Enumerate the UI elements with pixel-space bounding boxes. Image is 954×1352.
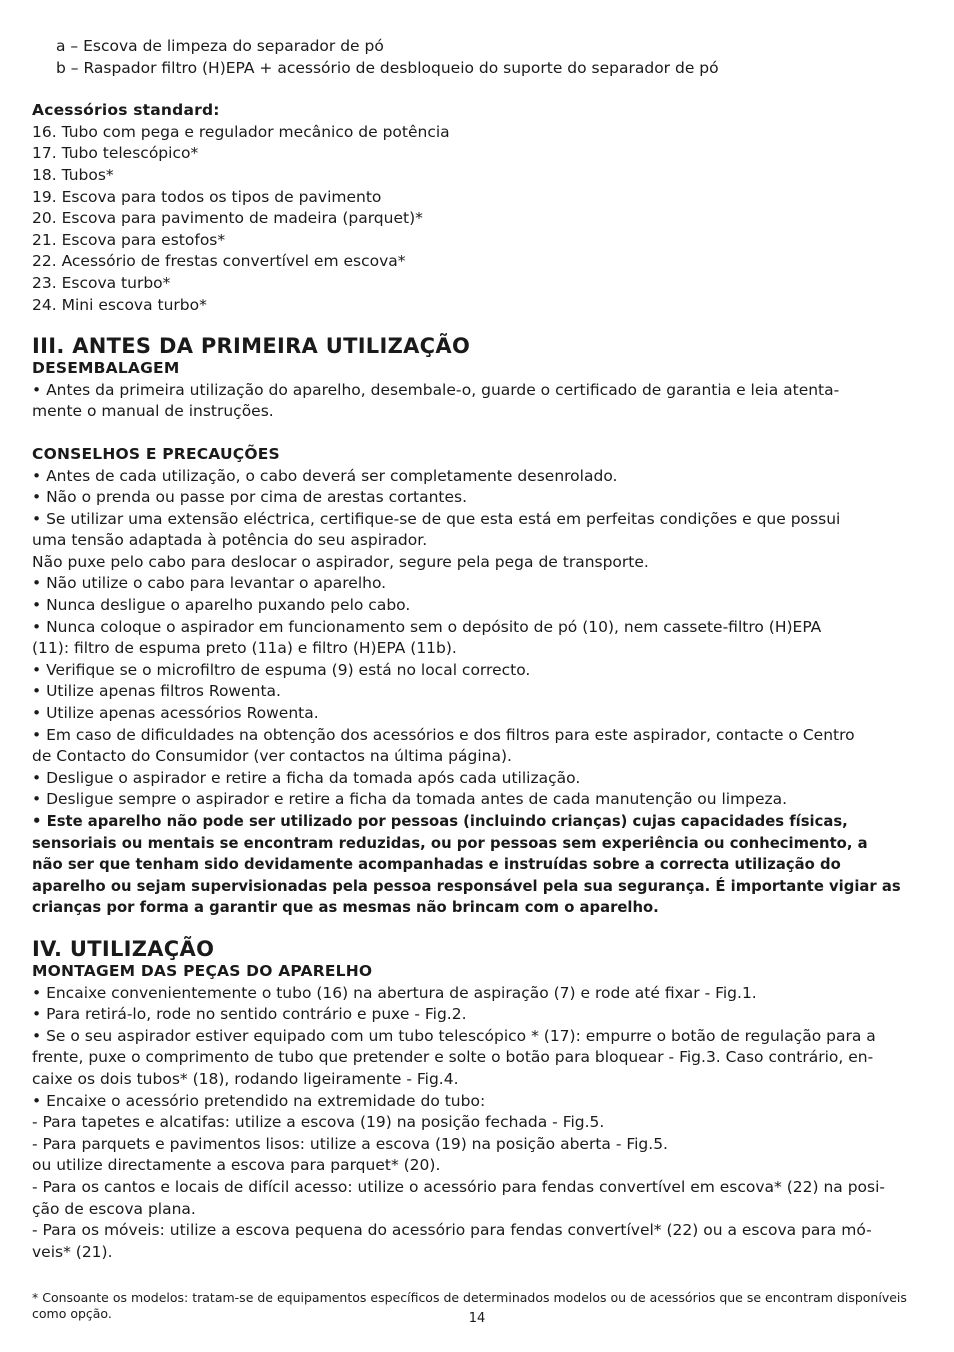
advice-heading: CONSELHOS E PRECAUÇÕES [32, 444, 280, 463]
accessories-list [32, 122, 922, 316]
assembly-heading: MONTAGEM DAS PEÇAS DO APARELHO [32, 961, 373, 980]
text-line: • Não utilize o cabo para levantar o aparelho. [32, 574, 387, 593]
list-item-b: b – Raspador filtro (H)EPA + acessório de desbloqueio do suporte do separador de pó [56, 58, 719, 77]
list-item: 16. Tubo com pega e regulador mecânico de potência [32, 122, 450, 141]
warning-line: sensoriais ou mentais se encontram reduzidas, ou por pessoas sem experiência ou conhecimento, a [32, 834, 868, 852]
text-line: • Não o prenda ou passe por cima de arestas cortantes. [32, 488, 468, 507]
unpacking-heading: DESEMBALAGEM [32, 359, 180, 378]
list-item: 23. Escova turbo* [32, 273, 171, 292]
text-line: Não puxe pelo cabo para deslocar o aspirador, segure pela pega de transporte. [32, 552, 649, 571]
safety-warning [32, 811, 922, 919]
section-3-title: III. ANTES DA PRIMEIRA UTILIZAÇÃO [32, 334, 471, 359]
warning-line: • Este aparelho não pode ser utilizado por pessoas (incluindo crianças) cujas capacidades físicas, [32, 813, 848, 830]
text-line: • Em caso de dificuldades na obtenção dos acessórios e dos filtros para este aspirador, contacte o Centro [32, 725, 855, 744]
text-line: veis* (21). [32, 1242, 113, 1261]
text-line: uma tensão adaptada à potência do seu aspirador. [32, 531, 428, 550]
text-line: • Nunca coloque o aspirador em funcionamento sem o depósito de pó (10), nem cassete-filtro (H)EPA [32, 617, 822, 636]
list-item: 18. Tubos* [32, 165, 114, 184]
text-line: • Nunca desligue o aparelho puxando pelo cabo. [32, 596, 411, 615]
warning-line: não ser que tenham sido devidamente acompanhadas e instruídas sobre a correcta utilização do [32, 856, 841, 874]
text-line: ou utilize directamente a escova para parquet* (20). [32, 1156, 441, 1175]
text-line: • Utilize apenas filtros Rowenta. [32, 682, 281, 701]
list-item: 22. Acessório de frestas convertível em escova* [32, 252, 406, 271]
text-line: caixe os dois tubos* (18), rodando ligeiramente - Fig.4. [32, 1069, 459, 1088]
warning-line: aparelho ou sejam supervisionadas pela pessoa responsável pela sua segurança. É importante vigiar as [32, 877, 901, 895]
text-line: mente o manual de instruções. [32, 402, 274, 421]
list-item: 19. Escova para todos os tipos de pavimento [32, 187, 382, 206]
text-line: • Antes de cada utilização, o cabo deverá ser completamente desenrolado. [32, 466, 618, 485]
advice-list [32, 466, 922, 812]
text-line: - Para parquets e pavimentos lisos: utilize a escova (19) na posição aberta - Fig.5. [32, 1134, 668, 1153]
text-line: • Desligue o aspirador e retire a ficha da tomada após cada utilização. [32, 768, 581, 787]
text-line: • Antes da primeira utilização do aparelho, desembale-o, guarde o certificado de garantia e leia atenta- [32, 380, 840, 399]
text-line: • Para retirá-lo, rode no sentido contrário e puxe - Fig.2. [32, 1005, 467, 1024]
warning-line: crianças por forma a garantir que as mesmas não brincam com o aparelho. [32, 899, 659, 917]
text-line: • Encaixe convenientemente o tubo (16) na abertura de aspiração (7) e rode até fixar - Fig.1. [32, 983, 757, 1002]
text-line: ção de escova plana. [32, 1199, 196, 1218]
accessories-heading: Acessórios standard: [32, 101, 220, 120]
section-4-title: IV. UTILIZAÇÃO [32, 936, 215, 961]
list-item: 21. Escova para estofos* [32, 230, 226, 249]
page-number: 14 [468, 1311, 486, 1326]
text-line: - Para os cantos e locais de difícil acesso: utilize o acessório para fendas convertível em escova* (22) na posi- [32, 1177, 886, 1196]
text-line: (11): filtro de espuma preto (11a) e filtro (H)EPA (11b). [32, 639, 457, 658]
text-line: • Se o seu aspirador estiver equipado com um tubo telescópico * (17): empurre o botão de regulação para a [32, 1026, 876, 1045]
list-item: 17. Tubo telescópico* [32, 144, 199, 163]
text-line: • Encaixe o acessório pretendido na extremidade do tubo: [32, 1091, 486, 1110]
list-item: 24. Mini escova turbo* [32, 295, 207, 314]
list-item: 20. Escova para pavimento de madeira (parquet)* [32, 209, 423, 228]
text-line: frente, puxe o comprimento de tubo que pretender e solte o botão para bloquear - Fig.3. Caso contrário, en- [32, 1048, 874, 1067]
unpacking-paragraph [32, 380, 922, 423]
text-line: • Se utilizar uma extensão eléctrica, certifique-se de que esta está em perfeitas condições e que possui [32, 509, 841, 528]
list-item-a: a – Escova de limpeza do separador de pó [56, 37, 384, 55]
text-line: - Para tapetes e alcatifas: utilize a escova (19) na posição fechada - Fig.5. [32, 1113, 605, 1132]
assembly-list [32, 983, 922, 1264]
text-line: • Verifique se o microfiltro de espuma (9) está no local correcto. [32, 660, 531, 679]
text-line: de Contacto do Consumidor (ver contactos na última página). [32, 747, 512, 766]
text-line: - Para os móveis: utilize a escova pequena do acessório para fendas convertível* (22) ou a escova para mó- [32, 1221, 872, 1240]
document-page [32, 36, 922, 1263]
text-line: • Desligue sempre o aspirador e retire a ficha da tomada antes de cada manutenção ou limpeza. [32, 790, 788, 809]
footnote: * Consoante os modelos: tratam-se de equipamentos específicos de determinados modelos ou de acessórios que se encontram disponíveis como opção. [32, 1290, 907, 1321]
text-line: • Utilize apenas acessórios Rowenta. [32, 704, 319, 723]
